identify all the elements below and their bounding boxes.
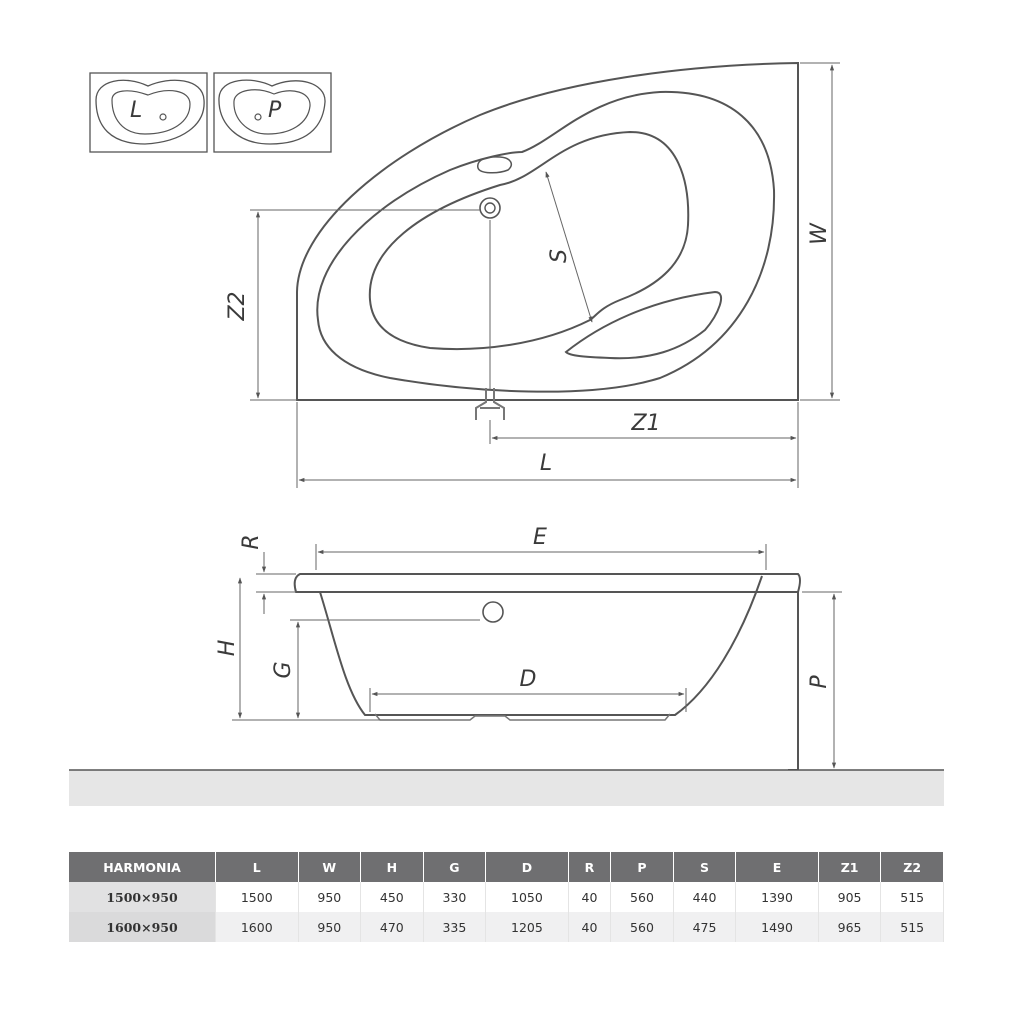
bathtub-top-view — [297, 63, 798, 420]
table-cell: 950 — [299, 882, 362, 912]
table-cell: 1390 — [736, 882, 819, 912]
header-z1: Z1 — [819, 852, 882, 882]
overflow-label: G — [271, 661, 296, 679]
header-g: G — [424, 852, 487, 882]
table-cell: 1490 — [736, 912, 819, 942]
rim-label: R — [239, 534, 264, 550]
header-w: W — [299, 852, 362, 882]
bottom-label: D — [519, 667, 537, 692]
preview-label-right: P — [268, 98, 282, 123]
side-view-dimensions — [215, 525, 842, 768]
table-cell: 560 — [611, 882, 674, 912]
table-cell: 40 — [569, 912, 612, 942]
z1-label: Z1 — [631, 411, 661, 436]
floor-band — [69, 770, 944, 806]
header-z2: Z2 — [881, 852, 944, 882]
table-cell: 40 — [569, 882, 612, 912]
length-label: L — [539, 451, 553, 476]
spec-table-header — [69, 852, 944, 882]
header-model: HARMONIA — [69, 852, 216, 882]
table-row — [69, 882, 944, 912]
table-row — [69, 912, 944, 942]
header-p: P — [611, 852, 674, 882]
table-cell: 560 — [611, 912, 674, 942]
table-cell: 905 — [819, 882, 882, 912]
header-l: L — [216, 852, 299, 882]
seat-label: S — [547, 249, 572, 263]
header-r: R — [569, 852, 612, 882]
table-cell: 515 — [881, 912, 944, 942]
edge-label: E — [533, 525, 547, 550]
table-cell: 1600 — [216, 912, 299, 942]
right-version-preview — [214, 73, 331, 152]
left-version-preview — [90, 73, 207, 152]
table-cell: 1050 — [486, 882, 569, 912]
cell-model: 1600×950 — [69, 912, 216, 942]
preview-label-left: L — [130, 98, 143, 123]
table-cell: 950 — [299, 912, 362, 942]
table-cell: 450 — [361, 882, 424, 912]
table-cell: 965 — [819, 912, 882, 942]
panel-label: P — [807, 675, 832, 689]
bathtub-side-view — [295, 574, 800, 770]
spec-table — [69, 852, 944, 942]
table-cell: 475 — [674, 912, 737, 942]
header-e: E — [736, 852, 819, 882]
table-cell: 470 — [361, 912, 424, 942]
table-cell: 335 — [424, 912, 487, 942]
header-h: H — [361, 852, 424, 882]
header-s: S — [674, 852, 737, 882]
table-cell: 440 — [674, 882, 737, 912]
height-label: H — [215, 639, 240, 657]
table-cell: 1500 — [216, 882, 299, 912]
table-cell: 1205 — [486, 912, 569, 942]
header-d: D — [486, 852, 569, 882]
table-cell: 515 — [881, 882, 944, 912]
cell-model: 1500×950 — [69, 882, 216, 912]
table-cell: 330 — [424, 882, 487, 912]
width-label: W — [807, 223, 832, 245]
z2-label: Z2 — [225, 291, 250, 321]
